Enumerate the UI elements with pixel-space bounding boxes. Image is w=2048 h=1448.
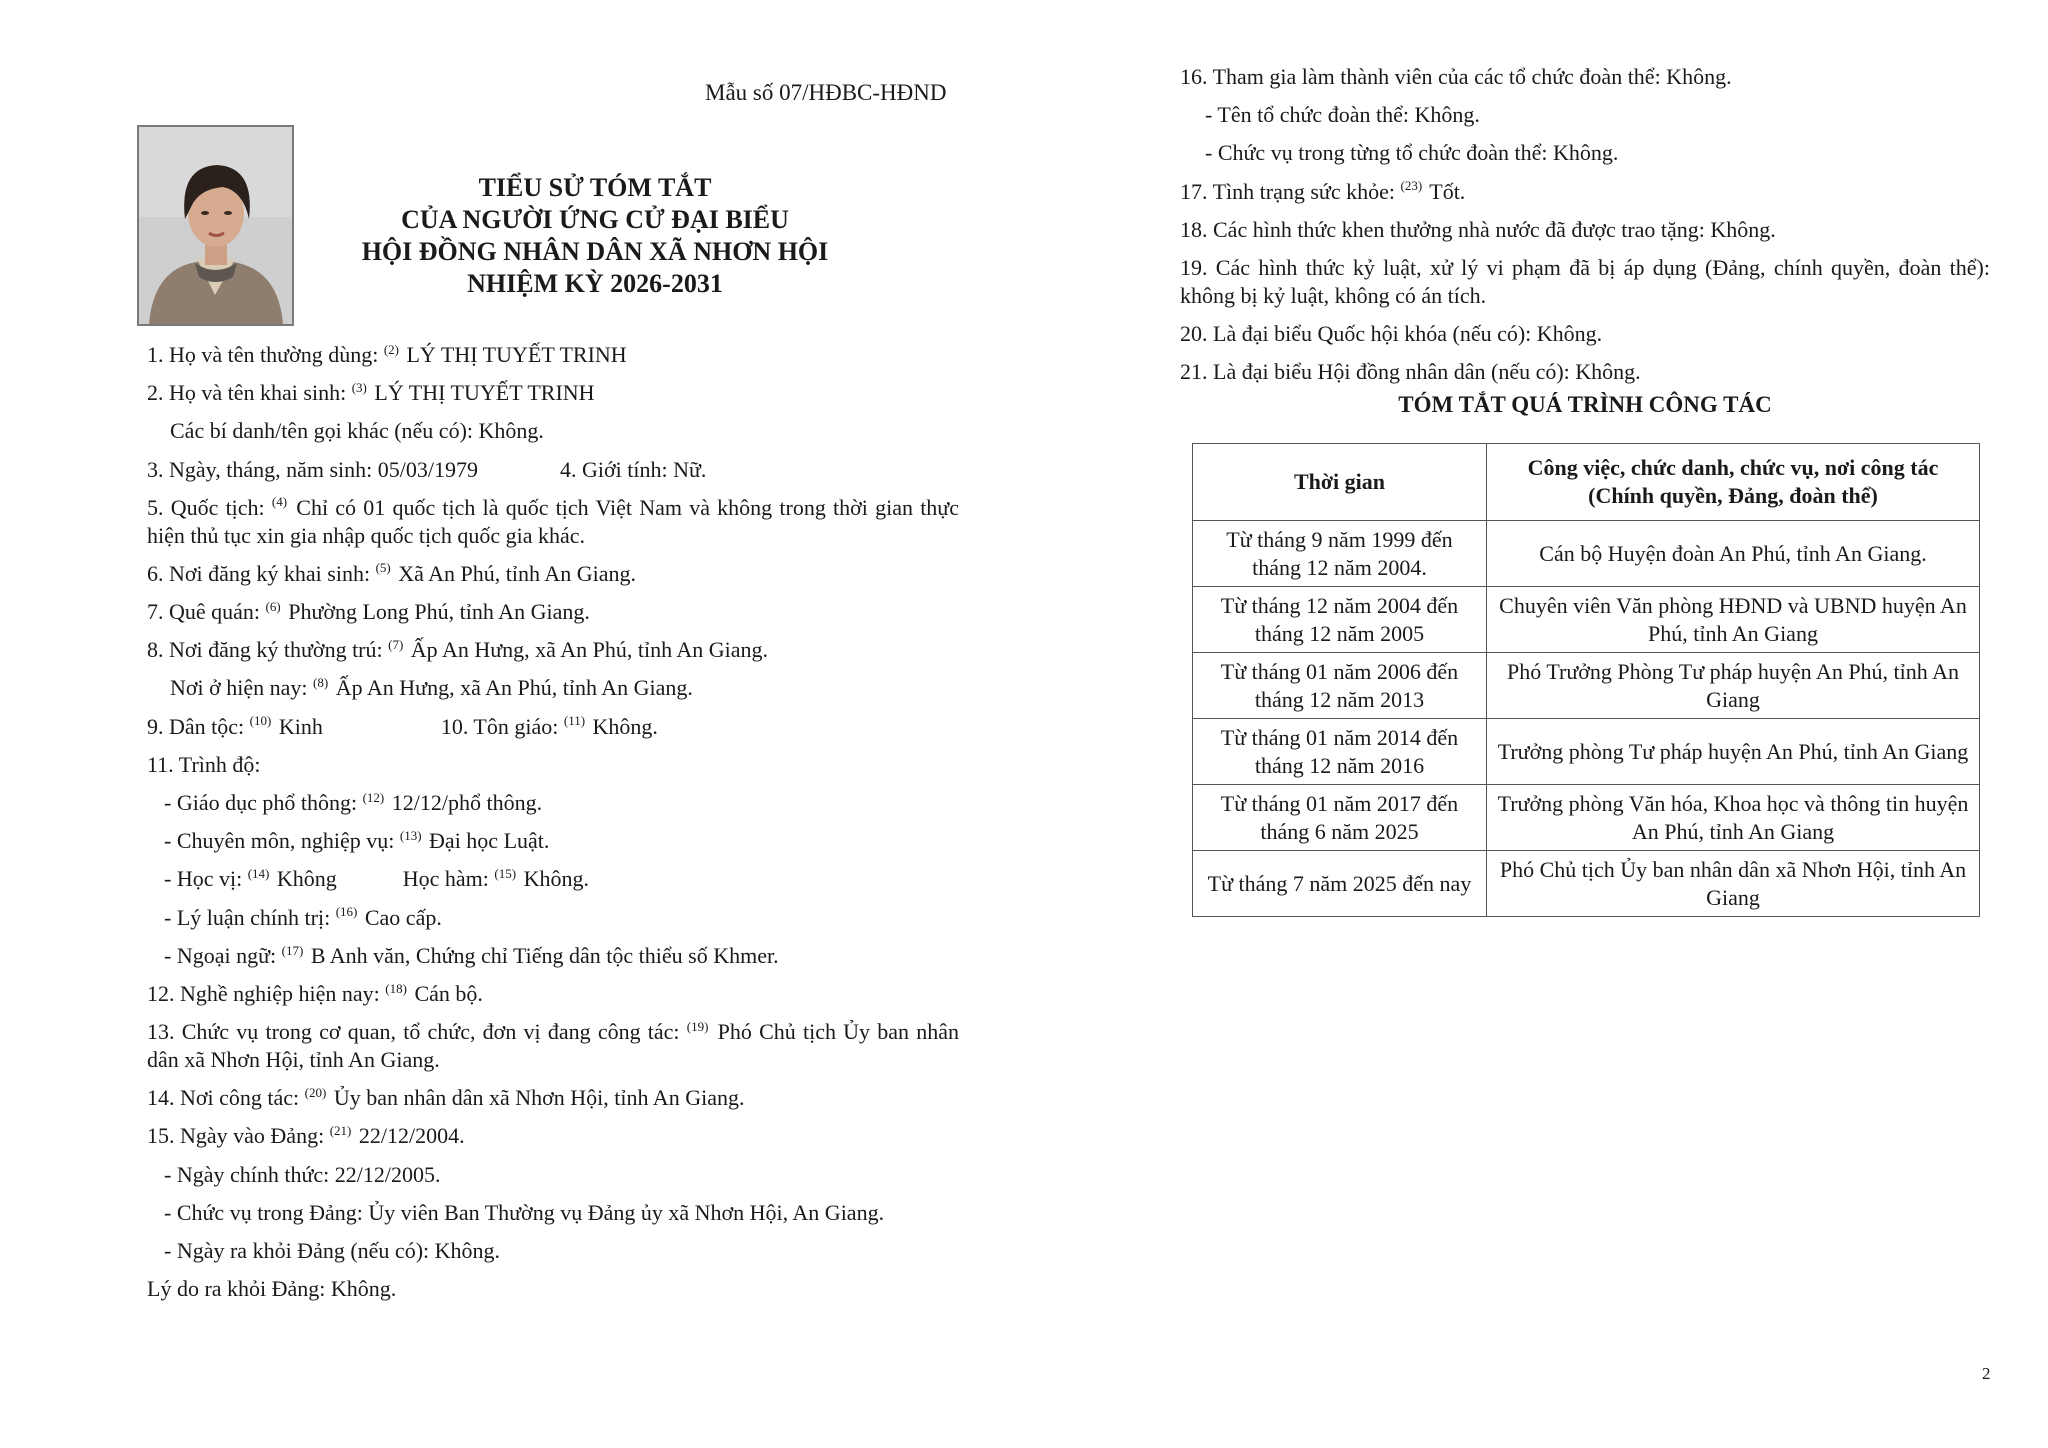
candidate-photo <box>137 125 294 326</box>
item-ethnicity-religion: 9. Dân tộc: $^{(10)}$ Kinh 10. Tôn giáo: $^{(11)}$ Không. <box>147 713 658 739</box>
cell-work: Phó Chủ tịch Ủy ban nhân dân xã Nhơn Hội, tỉnh An Giang <box>1487 851 1980 917</box>
cell-time: Từ tháng 01 năm 2014 đến tháng 12 năm 2016 <box>1193 719 1487 785</box>
item-position: 13. Chức vụ trong cơ quan, tổ chức, đơn vị đang công tác: $^{(19)}$ Phó Chủ tịch Ủy ban nhân dân xã Nhơn Hội, tỉnh An Giang. <box>147 1018 959 1073</box>
cell-work: Trưởng phòng Tư pháp huyện An Phú, tỉnh An Giang <box>1487 719 1980 785</box>
item-current-residence: Nơi ở hiện nay: $^{(8)}$ Ấp An Hưng, xã An Phú, tỉnh An Giang. <box>170 675 693 701</box>
table-row <box>1193 653 1980 719</box>
item-occupation: 12. Nghề nghiệp hiện nay: $^{(18)}$ Cán bộ. <box>147 980 483 1007</box>
additional-info <box>1180 58 1990 391</box>
title-line: CỦA NGƯỜI ỨNG CỬ ĐẠI BIỂU <box>401 205 789 234</box>
page-number: 2 <box>1982 1364 1991 1383</box>
item-national-assembly: 20. Là đại biểu Quốc hội khóa (nếu có): Không. <box>1180 321 1603 347</box>
item-general-education: - Giáo dục phổ thông: $^{(12)}$ 12/12/phổ thông. <box>164 789 543 816</box>
item-organization-name: - Tên tổ chức đoàn thể: Không. <box>1205 102 1480 128</box>
column-header-work: Công việc, chức danh, chức vụ, nơi công tác (Chính quyền, Đảng, đoàn thể) <box>1487 444 1980 521</box>
item-birthdate-gender: 3. Ngày, tháng, năm sinh: 05/03/1979 4. Giới tính: Nữ. <box>147 456 707 482</box>
table-row <box>1193 521 1980 587</box>
item-workplace: 14. Nơi công tác: $^{(20)}$ Ủy ban nhân dân xã Nhơn Hội, tỉnh An Giang. <box>147 1084 745 1111</box>
column-header-time: Thời gian <box>1193 444 1487 521</box>
title-line: HỘI ĐỒNG NHÂN DÂN XÃ NHƠN HỘI <box>361 237 829 266</box>
item-common-name: 1. Họ và tên thường dùng: $^{(2)}$ LÝ THỊ TUYẾT TRINH <box>147 341 627 367</box>
item-party-position: - Chức vụ trong Đảng: Ủy viên Ban Thường vụ Đảng ủy xã Nhơn Hội, An Giang. <box>164 1199 885 1225</box>
item-peoples-council: 21. Là đại biểu Hội đồng nhân dân (nếu có): Không. <box>1180 359 1641 385</box>
item-political-theory: - Lý luận chính trị: $^{(16)}$ Cao cấp. <box>164 904 442 930</box>
cell-time: Từ tháng 9 năm 1999 đến tháng 12 năm 2004. <box>1193 521 1487 587</box>
item-education-heading: 11. Trình độ: <box>147 751 261 777</box>
item-party-leave-reason: Lý do ra khỏi Đảng: Không. <box>147 1276 397 1302</box>
item-hometown: 7. Quê quán: $^{(6)}$ Phường Long Phú, tỉnh An Giang. <box>147 598 590 625</box>
item-health: 17. Tình trạng sức khỏe: $^{(23)}$ Tốt. <box>1180 178 1466 204</box>
item-party-join-date: 15. Ngày vào Đảng: $^{(21)}$ 22/12/2004. <box>147 1123 465 1149</box>
cell-work: Trưởng phòng Văn hóa, Khoa học và thông tin huyện An Phú, tỉnh An Giang <box>1487 785 1980 851</box>
item-organizations: 16. Tham gia làm thành viên của các tổ chức đoàn thể: Không. <box>1180 64 1732 89</box>
item-foreign-language: - Ngoại ngữ: $^{(17)}$ B Anh văn, Chứng chỉ Tiếng dân tộc thiểu số Khmer. <box>164 942 779 968</box>
item-party-official-date: - Ngày chính thức: 22/12/2005. <box>164 1161 441 1187</box>
item-permanent-residence: 8. Nơi đăng ký thường trú: $^{(7)}$ Ấp An Hưng, xã An Phú, tỉnh An Giang. <box>147 636 769 663</box>
cell-time: Từ tháng 7 năm 2025 đến nay <box>1193 851 1487 917</box>
cell-work: Phó Trưởng Phòng Tư pháp huyện An Phú, tỉnh An Giang <box>1487 653 1980 719</box>
item-nationality: 5. Quốc tịch: $^{(4)}$ Chỉ có 01 quốc tịch là quốc tịch Việt Nam và không trong thời gian thực hiện thủ tục xin gia nhập quốc tịch quốc gia khác. <box>147 494 959 548</box>
item-degree-title: - Học vị: $^{(14)}$ Không Học hàm: $^{(15)}$ Không. <box>164 866 589 892</box>
form-code: Mẫu số 07/HĐBC-HĐND <box>705 80 947 105</box>
table-row <box>1193 851 1980 917</box>
item-organization-position: - Chức vụ trong từng tổ chức đoàn thể: Không. <box>1205 140 1619 166</box>
item-birth-name: 2. Họ và tên khai sinh: $^{(3)}$ LÝ THỊ TUYẾT TRINH <box>147 379 595 406</box>
item-party-leave-date: - Ngày ra khỏi Đảng (nếu có): Không. <box>164 1238 501 1264</box>
item-specialization: - Chuyên môn, nghiệp vụ: $^{(13)}$ Đại học Luật. <box>164 827 550 854</box>
table-row <box>1193 785 1980 851</box>
document-title <box>330 172 860 300</box>
history-title: TÓM TẮT QUÁ TRÌNH CÔNG TÁC <box>1398 392 1772 417</box>
cell-time: Từ tháng 12 năm 2004 đến tháng 12 năm 2005 <box>1193 587 1487 653</box>
cell-work: Cán bộ Huyện đoàn An Phú, tỉnh An Giang. <box>1487 521 1980 587</box>
item-awards: 18. Các hình thức khen thưởng nhà nước đã được trao tặng: Không. <box>1180 216 1776 242</box>
item-discipline: 19. Các hình thức kỷ luật, xử lý vi phạm đã bị áp dụng (Đảng, chính quyền, đoàn thể): không bị kỷ luật, không có án tích. <box>1180 255 1990 309</box>
work-history-table <box>1192 443 1980 917</box>
cell-time: Từ tháng 01 năm 2017 đến tháng 6 năm 2025 <box>1193 785 1487 851</box>
personal-info <box>147 336 959 1308</box>
table-row <box>1193 587 1980 653</box>
item-birth-registration: 6. Nơi đăng ký khai sinh: $^{(5)}$ Xã An Phú, tỉnh An Giang. <box>147 560 636 586</box>
cell-time: Từ tháng 01 năm 2006 đến tháng 12 năm 2013 <box>1193 653 1487 719</box>
table-row <box>1193 719 1980 785</box>
item-aliases: Các bí danh/tên gọi khác (nếu có): Không. <box>170 418 544 444</box>
portrait-image <box>139 127 292 324</box>
table-header-row <box>1193 444 1980 521</box>
title-line: NHIỆM KỲ 2026-2031 <box>467 269 723 298</box>
cell-work: Chuyên viên Văn phòng HĐND và UBND huyện An Phú, tỉnh An Giang <box>1487 587 1980 653</box>
title-line: TIỂU SỬ TÓM TẮT <box>478 173 712 202</box>
